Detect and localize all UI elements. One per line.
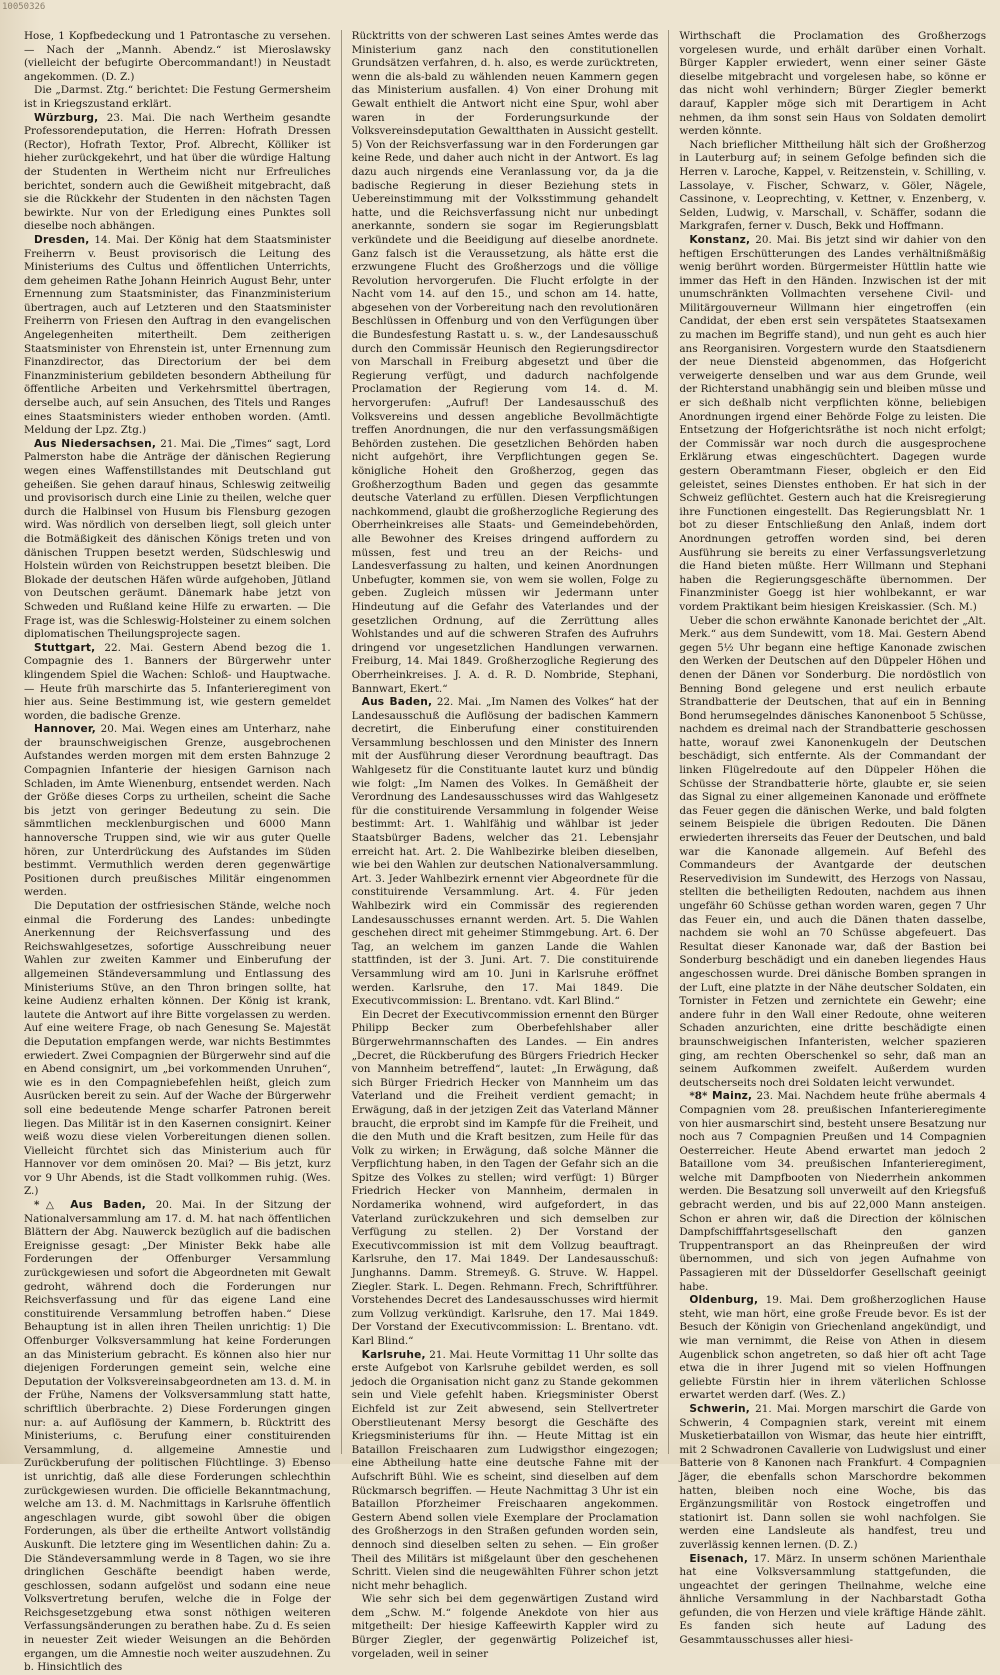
dateline-place: Würzburg, [34,111,99,124]
news-item [24,900,331,1199]
news-item [24,112,331,234]
column-2 [351,30,659,1660]
item-text: 21. Mai. Morgen marschirt die Garde von Schwerin, 4 Compagnien stark, vereint mit einem Musketierbataillon von Wismar, das heute hier eintrifft, mit 2 Schwadronen Cavallerie von Ludwigslust und einer Batterie von 8 Kanonen nach Frankfurt. 4 Compagnien Jäger, die ebenfalls schon Marschordre bekommen hatten, bleiben noch eine Woche, bis das Ergänzungsmilitär von Rostock eingetroffen und stationirt ist. Dann sollen sie wohl nachfolgen. Sie werden eine Landsleute als handfest, treu und zuverlässig kennen lernen. (D. Z.) [679,1402,987,1551]
news-item [679,615,986,1091]
dateline-place: Hannover, [34,723,96,736]
item-marker: *8* [689,1090,713,1103]
dateline-place: Dresden, [34,233,90,246]
dateline-place: Eisenach, [689,1552,749,1565]
item-text: Wirthschaft die Proclamation des Großherzogs vorgelesen wurde, und erhält darüber einen Vorhalt. Bürger Kappler erwiedert, wenn einer seiner Gäste dieselbe mitgebracht und vorgelesen habe, so könne er das nicht wohl verhindern; Bürger Ziegler bemerkt darauf, Kappler möge sich mit Derartigem in Acht nehmen, da ihm sonst sein Haus von Soldaten demolirt werden könnte. [679,30,987,138]
text-columns [24,30,987,1674]
item-text: 17. März. In unserm schönen Marienthale hat eine Volksversammlung stattgefunden, die ungeachtet der geringen Theilnahme, welche eine ähnliche Versammlung in der Nachbarstadt Gotha gefunden, die von Herzen und viele kräftige Hände zählt. Es fanden sich heute auf Ladung des Gesammtausschusses aller hiesi- [679,1552,987,1647]
news-item [679,1403,986,1553]
dateline-place: Stuttgart, [34,641,96,654]
news-item [24,84,331,111]
dateline-place: Aus Baden, [70,1199,146,1212]
item-text: Nach brieflicher Mittheilung hält sich der Großherzog in Lauterburg auf; in seinem Gefolge befinden sich die Herren v. Laroche, Kappel, v. Reitzenstein, v. Schilling, v. Lassolaye, v. Fischer, Schwarz, v. Göler, Nägele, Cassinone, v. Leoprechting, v. Kettner, v. Enzenberg, v. Selden, Ludwig, v. Marschall, v. Schäffer, sodann die Markgrafen, ferner v. Dusch, Bekk und Hoffmann. [679,138,987,233]
item-text: 22. Mai. Gestern Abend bezog die 1. Compagnie des 1. Banners der Bürgerwehr unter klingendem Spiel die Wachen: Schloß- und Hauptwache. — Heute früh marschirte das 5. Infanterieregiment von hier aus. Seine Bestimmung ist, wie gestern gemeldet worden, die badische Grenze. [24,641,331,722]
news-item [24,642,331,724]
item-text: Hose, 1 Kopfbedeckung und 1 Patrontasche zu versehen. — Nach der „Mannh. Abendz.“ ist Mieroslawsky (vielleicht der befugirte Obercommandant!) in Neustadt angekommen. (D. Z.) [24,30,331,83]
dateline-place: Oldenburg, [689,1294,759,1307]
news-item [352,1349,659,1594]
news-item [24,723,331,900]
item-text: 19. Mai. Dem großherzoglichen Hause steht, wie man hört, eine große Freude bevor. Es ist der Besuch der Königin von Griechenland angekündigt, und wie man vernimmt, die Reise von Athen in diesem Augenblick schon angetreten, so daß hier oft acht Tage etwa die in ihrer Jugend mit so vielen Hoffnungen geliebte Fürstin hier in ihrem väterlichen Schlosse erwartet werden darf. (Wes. Z.) [679,1294,987,1402]
item-text: Wie sehr sich bei dem gegenwärtigen Zustand wird dem „Schw. M.“ folgende Anekdote von hier aus mitgetheilt: Der hiesige Kaffeewirth Kappler wird zu Bürger Ziegler, der gegenwärtig Polizeichef ist, vorgeladen, weil in seiner [351,1593,659,1660]
news-item [24,234,331,438]
item-text: Ein Decret der Executivcommission ernennt den Bürger Philipp Becker zum Oberbefehlshaber aller Bürgerwehrmannschaften des Landes. — Ein andres „Decret, die Rückberufung des Bürgers Friedrich Hecker von Mannheim betreffend“, lautet: „In Erwägung, daß sich Bürger Friedrich Hecker von Mannheim um das Vaterland und die Freiheit verdient gemacht; in Erwägung, daß in der jetzigen Zeit das Vaterland Männer braucht, die erprobt sind im Kampfe für die Freiheit, und die den Muth und die Kraft besitzen, zum Heile für das Volk zu wirken; in Erwägung, daß solche Männer die Verpflichtung haben, in den Tagen der Gefahr sich an die Spitze des Volkes zu stellen; wird verfügt: 1) Bürger Friedrich Hecker von Mannheim, dermalen in Nordamerika wohnend, wird aufgefordert, in das Vaterland zurückzukehren und sich demselben zur Verfügung zu stellen. 2) Der Vorstand der Executivcommission ist mit dem Vollzug beauftragt. Karlsruhe, den 17. Mai 1849. Der Landesausschuß: Junghanns. Damm. Stremeyß. G. Struve. W. Happel. Ziegler. Stark. L. Degen. Rehmann. Frech, Schriftführer. Vorstehendes Decret des Landesausschusses wird hiermit zum Vollzug verkündigt. Karlsruhe, den 17. Mai 1849. Der Vorstand der Executivcommission: L. Brentano. vdt. Karl Blind.“ [351,1008,659,1347]
dateline-place: Karlsruhe, [361,1348,426,1361]
dateline-place: Mainz, [712,1090,753,1103]
item-text: 22. Mai. „Im Namen des Volkes“ hat der Landesausschuß die Auflösung der badischen Kammern decretirt, die Einberufung einer constituirenden Versammlung beschlossen und den Minister des Innern mit der Ausführung dieser Verordnung beauftragt. Das Wahlgesetz für die Constituante lautet kurz und bündig wie folgt: „Im Namen des Volkes. In Gemäßheit der Verordnung des Landesausschusses wird das Wahlgesetz für die constituirende Versammlung in folgender Weise bestimmt: Art. 1. Wahlfähig und wählbar ist jeder Staatsbürger Badens, welcher das 21. Lebensjahr erreicht hat. Art. 2. Die Wahlbezirke bleiben dieselben, wie bei den Wahlen zur deutschen Nationalversammlung. Art. 3. Jeder Wahlbezirk ernennt vier Abgeordnete für die constituirende Versammlung. Art. 4. Für jeden Wahlbezirk wird ein Commissär des regierenden Landesausschusses ernannt werden. Art. 5. Die Wahlen geschehen direct mit geheimer Stimmgebung. Art. 6. Der Tag, an welchem im ganzen Lande die Wahlen stattfinden, ist der 3. Juni. Art. 7. Die constituirende Versammlung wird am 10. Juni in Karlsruhe eröffnet werden. Karlsruhe, den 17. Mai 1849. Die Executivcommission: L. Brentano. vdt. Karl Blind.“ [351,696,659,1008]
item-text: 20. Mai. Wegen eines am Unterharz, nahe der braunschweigischen Grenze, ausgebrochenen Aufstandes werden morgen mit dem ersten Bahnzuge 2 Compagnien Infanterie der hiesigen Garnison nach Schladen, im Amte Wienenburg, entsendet werden. Nach der Größe dieses Corps zu urtheilen, scheint die Sache bis jetzt von geringer Bedeutung zu sein. Die sämmtlichen mecklenburgischen und 6000 Mann hannoversche Truppen sind, wie wir aus guter Quelle hören, zur Unterdrückung des Aufstandes im Süden bestimmt. Vermuthlich werden deren gegenwärtige Positionen durch preußisches Militär eingenommen werden. [24,723,331,899]
news-item [679,1090,986,1294]
page-id-label: 10050326 [2,2,46,12]
item-text: Ueber die schon erwähnte Kanonade berichtet der „Alt. Merk.“ aus dem Sundewitt, vom 18. Mai. Gestern Abend gegen 5½ Uhr begann eine heftige Kanonade zwischen den Werken der Deutschen auf den Düppeler Höhen und denen der Dänen vor Sonderburg. Die nordöstlich von Benning Bond gelegene und erst neulich erbaute Strandbatterie der Deutschen, that auf ein in Benning Bond herumsegelndes dänisches Kanonenboot 5 Schüsse, nachdem es dreimal nach der Strandbatterie geschossen hatte, worauf zwei Kanonenkugeln der Deutschen beschädigt, sich entfernte. Als der Commandant der linken Flügelredoute auf den Düppeler Höhen die Schüsse der Strandbatterie hörte, glaubte er, sie seien das Signal zu einer allgemeinen Kanonade und eröffnete das Feuer gegen die dänischen Werke, und bald folgten seinem Beispiele die übrigen Redouten. Die Dänen erwiederten ihrerseits das Feuer der Deutschen, und bald war die Kanonade allgemein. Auf Befehl des Commandeurs der Avantgarde der deutschen Reservedivision im Sundewitt, des Herzogs von Nassau, stellten die betheiligten Redouten, nachdem aus ihnen ungefähr 60 Schüsse gethan worden waren, gegen 7 Uhr das Feuer ein, und auch die Dänen thaten dasselbe, nachdem sie wohl an 70 Schüsse abgefeuert. Das Resultat dieser Kanonade war, daß der Bastion bei Sonderburg beschädigt und ein daneben liegendes Haus angeschossen wurde. Drei dänische Bomben sprangen in der Luft, eine platzte in der Nähe deutscher Soldaten, ein Tornister in Fetzen und zernichtete ein Gewehr; eine andere fuhr in den Wall einer Redoute, ohne weiteren Schaden anzurichten, eine dritte beschädigte einen braunschweigischen Infanteristen, welcher spazieren ging, am rechten Oberschenkel so sehr, daß man an seinem Aufkommen zweifelt. Außerdem wurden deutscherseits noch drei Soldaten leicht verwundet. [679,614,987,1089]
item-text: Die Deputation der ostfriesischen Stände, welche noch einmal die Forderung des Landes: unbedingte Anerkennung der Reichsverfassung und des Reichswahlgesetzes, sofortige Ausschreibung neuer Wahlen zur zweiten Kammer und Einberufung der allgemeinen Ständeversammlung und Entlassung des Ministeriums Stüve, an den Thron bringen sollte, hat keine Audienz erhalten können. Der König ist krank, lautete die Antwort auf ihre Bitte vorgelassen zu werden. Auf eine weitere Frage, ob nach Genesung Se. Majestät die Deputation empfangen werde, war nichts Bestimmtes erwiedert. Zwei Compagnien der Bürgerwehr sind auf die en Abend consignirt, um „bei vorkommenden Unruhen“, wie es in den Compagniebefehlen heißt, gleich zum Ausrücken bereit zu sein. Auf der Wache der Bürgerwehr soll eine bedeutende Menge scharfer Patronen bereit liegen. Das Militär ist in den Kasernen consignirt. Keiner weiß wozu diese vielen Vorbereitungen dienen sollen. Vielleicht fürchtet sich das Ministerium auch für Hannover vor dem ominösen 20. Mai? — Bis jetzt, kurz vor 9 Uhr Abends, ist die Stadt vollkommen ruhig. (Wes. Z.) [24,900,331,1198]
item-text: 23. Mai. Die nach Wertheim gesandte Professorendeputation, die Herren: Hofrath Dressen (Rector), Hofrath Textor, Prof. Albrecht, Kölliker ist hieher zurückgekehrt, und hat über die würdige Haltung der Studenten in Wertheim nicht nur Erfreuliches berichtet, sondern auch die Gewißheit mitgebracht, daß sie die Rückkehr der Studenten in den nächsten Tagen bewirkte. Nur von der Erledigung eines Punktes soll dieselbe noch abhängen. [24,111,331,233]
item-text: 14. Mai. Der König hat dem Staatsminister Freiherrn v. Beust provisorisch die Leitung des Ministeriums des Cultus und öffentlichen Unterrichts, dem geheimen Rathe Johann Heinrich August Behr, unter Ernennung zum Staatsminister, das Finanzministerium übertragen, auch auf Letzteren und den Staatsminister Freiherrn von Friesen den Auftrag in den evangelischen Angelegenheiten mitertheilt. Dem zeitherigen Staatsminister von Ehrenstein ist, unter Ernennung zum Finanzdirector, das Directorium der bei dem Finanzministerium gebildeten besondern Abtheilung für öffentliche Arbeiten und Verkehrsmittel übertragen, derselbe auch, auf sein Ansuchen, des Titels und Ranges eines Staatsministers wieder enthoben worden. (Amtl. Meldung der Lpz. Ztg.) [24,233,331,437]
dateline-place: Konstanz, [689,233,751,246]
news-item [679,1294,986,1403]
column-1 [24,30,331,1674]
column-divider [668,30,669,1454]
column-3 [679,30,987,1647]
column-divider [341,30,342,1454]
item-marker: *△ [34,1199,71,1212]
dateline-place: Aus Niedersachsen, [34,437,157,450]
item-text: 20. Mai. Bis jetzt sind wir dahier von den heftigen Erschütterungen des Landes verhältnißmäßig wenig berührt worden. Bürgermeister Hüttlin hatte wie immer das Heft in den Händen. Inzwischen ist der mit unumschränkten Vollmachten versehene Civil- und Militärgouverneur Willmann hier eingetroffen (ein Candidat, der eben erst sein verspätetes Staatsexamen zu machen im Begriffe stand), und nun geht es auch hier ans Reorganisiren. Vorgestern wurde den Staatsdienern der neue Diensteid abgenommen, das Hofgericht verweigerte denselben und war aus dem Grunde, weil der Richterstand unabhängig sein und bleiben müsse und er sich deßhalb nicht verpflichten könne, beliebigen Anordnungen irgend einer Behörde Folge zu leisten. Die Entsetzung der Hofgerichtsräthe ist noch nicht erfolgt; der Commissär war noch durch die ausgesprochene Erklärung etwas eingeschüchtert. Dagegen wurde gestern Oberamtmann Fieser, obgleich er den Eid geleistet, seines Dienstes enthoben. Er hat sich in der Schweiz geflüchtet. Gestern auch hat die Kreisregierung ihre Functionen eingestellt. Das Regierungsblatt Nr. 1 bot zu dieser Entschließung den Anlaß, indem dort Anordnungen getroffen worden sind, bei deren Ausführung sie bereits zu einer Verfassungsverletzung die Hand bieten müßte. Herr Willmann und Stephani haben die Regierungsgeschäfte übernommen. Der Finanzminister Goegg ist hier wohlbekannt, er war vordem Praktikant beim hiesigen Kreiskassier. (Sch. M.) [679,233,987,613]
news-item [352,1593,659,1661]
news-item [679,30,986,139]
news-item [24,438,331,642]
news-item [352,30,659,696]
news-item [24,30,331,84]
news-item [24,1199,331,1675]
item-text: 21. Mai. Die „Times“ sagt, Lord Palmerston habe die Anträge der dänischen Regierung wegen eines Waffenstillstandes mit Deutschland gut geheißen. Sie gehen darauf hinaus, Schleswig zeitweilig und provisorisch durch eine Linie zu theilen, welche quer durch die Halbinsel von Husum bis Flensburg gezogen wird. Was nördlich von derselben liegt, soll gleich unter die Botmäßigkeit des dänischen Königs treten und von dänischen Truppen besetzt werden, Südschleswig und Holstein würden von Reichstruppen besetzt bleiben. Die Blokade der deutschen Häfen würde aufgehoben, Jütland von Deutschen geräumt. Dänemark habe jetzt von Schweden und Rußland keine Hilfe zu erwarten. — Die Frage ist, was die Schleswig-Holsteiner zu einem solchen diplomatischen Theilungsprojecte sagen. [24,437,331,641]
item-text: Rücktritts von der schweren Last seines Amtes werde das Ministerium ganz nach den constitutionellen Grundsätzen verfahren, d. h. also, es werde zurücktreten, wenn die als-bald zu wählenden neuen Kammern gegen das Ministerium ausfallen. 4) Von einer Drohung mit Gewalt enthielt die Antwort nicht eine Spur, wohl aber waren in der Forderungsurkunde der Volksvereinsdeputation Gewaltthaten in Aussicht gestellt. 5) Von der Reichsverfassung war in den Forderungen gar keine Rede, und daher auch nicht in der Antwort. Es lag dazu auch nirgends eine Veranlassung vor, da ja die badische Regierung in dieser Beziehung stets in Uebereinstimmung mit der Volksstimmung gehandelt hatte, und die Reichsverfassung nicht nur unbedingt anerkannte, sondern sie sogar im Regierungsblatt verkündete und die Beeidigung auf dieselbe anordnete. Ganz falsch ist die Veraussetzung, als hätte erst die erzwungene Flucht des Großherzogs und die völlige Revolution hervorgerufen. Die Flucht erfolgte in der Nacht vom 14. auf den 15., und schon am 14. hatte, abgesehen von der Vorbereitung nach den revolutionären Beschlüssen in Offenburg und von den Verfügungen über die Bundesfestung Rastatt u. s. w., der Landesausschuß durch den Commissär Heunisch den Regierungsdirector von Marschall in Freiburg abgesetzt und über die Regierung verfügt, und dadurch nachfolgende Proclamation der Regierung vom 14. d. M. hervorgerufen: „Aufruf! Der Landesausschuß des Volksvereins und dessen angebliche Bevollmächtigte treffen Anordnungen, die nur den verfassungsmäßigen Behörden zustehen. Die gesetzlichen Behörden haben nicht aufgehört, ihre Verpflichtungen gegen Se. königliche Hoheit den Großherzog, gegen das Großherzogthum Baden und gegen das gesammte deutsche Vaterland zu erfüllen. Diesen Verpflichtungen nachkommend, glaubt die großherzogliche Regierung des Oberrheinkreises alle Staats- und Gemeindebehörden, alle Bewohner des Kreises dringend auffordern zu müssen, fest und treu an der Reichs- und Landesverfassung zu halten, und keinen Anordnungen Unbefugter, kommen sie, von wem sie wollen, Folge zu geben. Zugleich müssen wir Jedermann unter Hindeutung auf die Gefahr des Vaterlandes und der gesetzlichen Ordnung, auf die Zerrüttung alles Wohlstandes und auf die schweren Strafen des Aufruhrs dringend vor ungesetzlichen Handlungen verwarnen. Freiburg, 14. Mai 1849. Großherzogliche Regierung des Oberrheinkreises. J. A. d. R. D. Nombride, Stephani, Bannwart, Ekert.“ [351,30,659,695]
item-text: 23. Mai. Nachdem heute frühe abermals 4 Compagnien vom 28. preußischen Infanterieregimente von hier ausmarschirt sind, besteht unsere Besatzung nur noch aus 7 Compagnien Preußen und 14 Compagnien Oesterreicher. Heute Abend erwartet man jedoch 2 Bataillone vom 34. preußischen Infanterieregiment, welche mit Dampfbooten von Niederrhein ankommen werden. Die Besatzung soll unverweilt auf den Kriegsfuß gebracht werden, und bis auf 22,000 Mann ansteigen. Schon er ahren wir, daß die Direction der kölnischen Dampfschifffahrtsgesellschaft den ganzen Truppentransport an das Rheinpreußen der wird übernommen, und sich von jegen Aufnahme von Passagieren mit der Düsseldorfer Gesellschaft geeinigt habe. [679,1090,987,1293]
news-item [352,696,659,1009]
dateline-place: Schwerin, [689,1402,750,1415]
item-text: 20. Mai. In der Sitzung der Nationalversammlung am 17. d. M. hat nach öffentlichen Blättern der Abg. Nauwerck bezüglich auf die badischen Ereignisse gesagt: „Der Minister Bekk habe alle Forderungen der Offenburger Versammlung zurückgewiesen und sofort die Abgeordneten mit Gewalt gedroht, während doch die Forderungen nur Reichsverfassung und für das eigene Land eine constituirende Versammlung betroffen haben.“ Diese Behauptung ist in allen ihren Theilen unrichtig: 1) Die Offenburger Volksversammlung hat keine Forderungen an das Ministerium gebracht. Es können also hier nur diejenigen Forderungen gemeint sein, welche eine Deputation der Volksvereinsabgeordneten am 13. d. M. in der Frühe, Namens der Volksversammlung statt hatte, schriftlich überbrachte. 2) Diese Forderungen gingen nur: a. auf Auflösung der Kammern, b. Rücktritt des Ministeriums, c. Berufung einer constituirenden Versammlung, d. allgemeine Amnestie und Zurückberufung der politischen Flüchtlinge. 3) Ebenso ist unrichtig, daß alle diese Forderungen schlechthin zurückgewiesen wurden. Die officielle Bekanntmachung, welche am 13. d. M. Nachmittags in Karlsruhe öffentlich angeschlagen wurde, gibt sowohl über die obigen Forderungen, als über die ertheilte Antwort vollständig Auskunft. Die letztere ging im Wesentlichen dahin: Zu a. Die Ständeversammlung werde in 8 Tagen, wo sie ihre dringlichen Geschäfte beendigt haben werde, geschlossen, sodann aufgelöst und sodann eine neue Volksvertretung berufen, welche die in Folge der Reichsgesetzgebung etwa sonst nöthigen weiteren Verfassungsänderungen zu berathen habe. Zu d. Es seien in neuester Zeit wieder Weisungen an die Behörden ergangen, um die Amnestie noch weiter auszudehnen. Zu b. Hinsichtlich des [24,1199,331,1674]
news-item [679,1553,986,1648]
news-item [679,234,986,615]
item-text: 21. Mai. Heute Vormittag 11 Uhr sollte das erste Aufgebot von Karlsruhe gebildet werden, es soll jedoch die Organisation nicht ganz zu Stande gekommen sein und Viele gefehlt haben. Kriegsminister Oberst Eichfeld ist zur Zeit abwesend, sein Stellvertreter Oberstlieutenant Mersy besorgt die Geschäfte des Kriegsministeriums für ihn. — Heute Mittag ist ein Bataillon Freischaaren zum Ludwigsthor eingezogen; eine Abtheilung hatte eine deutsche Fahne mit der Aufschrift Bühl. Wie es scheint, sind dieselben auf dem Rückmarsch begriffen. — Heute Nachmittag 3 Uhr ist ein Bataillon Pforzheimer Freischaaren angekommen. Gestern Abend sollen viele Exemplare der Proclamation des Großherzogs in den Straßen gefunden worden sein, dennoch sind dieselben selten zu sehen. — Ein großer Theil des Militärs ist mißgelaunt über den geschehenen Schritt. Vielen sind die neugewählten Führer schon jetzt nicht mehr behaglich. [351,1348,659,1592]
news-item [352,1009,659,1349]
item-text: Die „Darmst. Ztg.“ berichtet: Die Festung Germersheim ist in Kriegszustand erklärt. [24,84,331,110]
news-item [679,139,986,234]
dateline-place: Aus Baden, [361,696,433,709]
